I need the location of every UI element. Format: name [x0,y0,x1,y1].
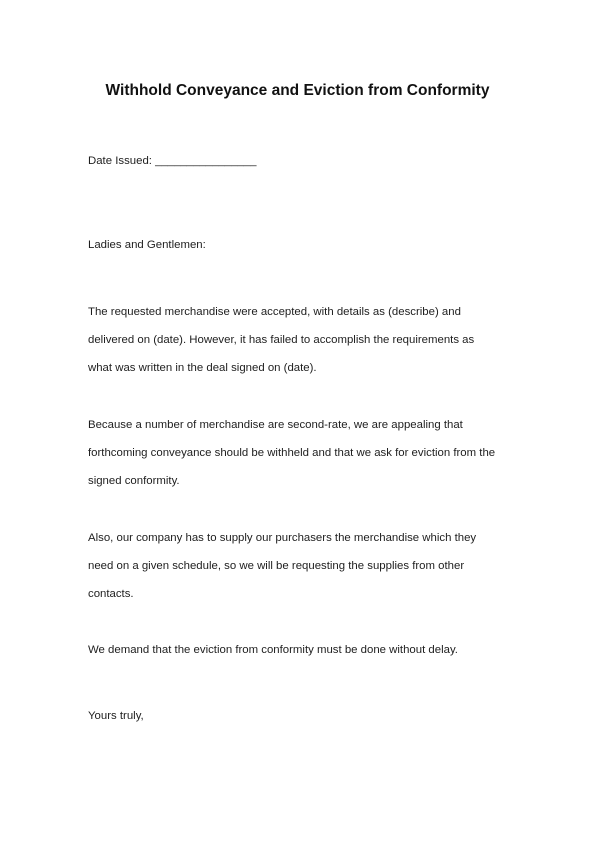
date-issued-line: Date Issued: ________________ [88,155,257,167]
document-title: Withhold Conveyance and Eviction from Conformity [105,82,490,99]
paragraph3-line1: Also, our company has to supply our purchasers the merchandise which they [88,532,477,544]
paragraph1-line1: The requested merchandise were accepted, with details as (describe) and [88,306,461,318]
paragraph3-line2: need on a given schedule, so we will be requesting the supplies from other [88,560,465,572]
paragraph2-line2: forthcoming conveyance should be withheld and that we ask for eviction from the [88,447,496,459]
paragraph4-line1: We demand that the eviction from conformity must be done without delay. [88,644,458,656]
paragraph3-line3: contacts. [88,588,134,600]
closing: Yours truly, [88,710,144,722]
paragraph2-line1: Because a number of merchandise are second-rate, we are appealing that [88,419,463,431]
paragraph1-line3: what was written in the deal signed on (date). [88,362,317,374]
paragraph2-line3: signed conformity. [88,475,180,487]
paragraph1-line2: delivered on (date). However, it has failed to accomplish the requirements as [88,334,475,346]
salutation: Ladies and Gentlemen: [88,239,206,251]
